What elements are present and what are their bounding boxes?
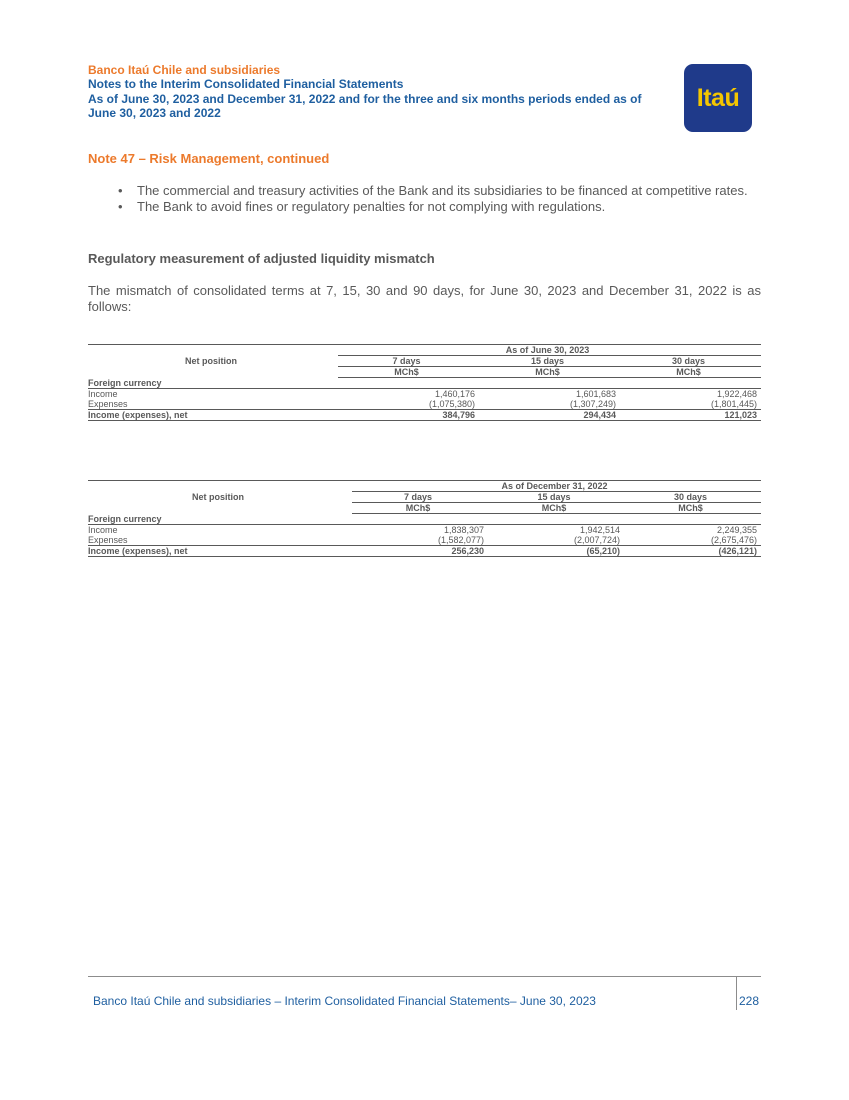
column-header: 7 days (352, 492, 488, 503)
bullet-item: • The commercial and treasury activities of the Bank and its subsidiaries to be financed at competitive rates. (118, 183, 761, 199)
header-company: Banco Itaú Chile and subsidiaries (88, 63, 281, 77)
row-header: Net position (88, 345, 338, 378)
itau-logo (684, 64, 752, 132)
mismatch-table-june-2023 (88, 344, 761, 421)
cell-value: 1,460,176 (434, 389, 475, 399)
row-label: Expenses (88, 399, 128, 409)
row-label: Expenses (88, 535, 128, 545)
period-header: As of December 31, 2022 (352, 481, 761, 492)
cell-value: (2,675,476) (710, 535, 757, 545)
total-value: 256,230 (352, 546, 488, 557)
bullet-item: • The Bank to avoid fines or regulatory penalties for not complying with regulations. (118, 199, 761, 215)
unit-header: MCh$ (620, 367, 761, 378)
total-value: (426,121) (624, 546, 761, 557)
total-row (88, 410, 761, 421)
header-title: Notes to the Interim Consolidated Financial Statements (88, 77, 404, 91)
cell-value: 1,601,683 (575, 389, 616, 399)
section-label: Foreign currency (88, 514, 352, 525)
unit-header: MCh$ (479, 367, 620, 378)
table-row (88, 399, 761, 410)
cell-value: (1,801,445) (710, 399, 758, 409)
cell-value: (1,307,249) (569, 399, 616, 409)
total-value: (65,210) (488, 546, 624, 557)
table-row (88, 535, 761, 546)
column-header: 30 days (620, 356, 761, 367)
footer-divider (88, 976, 761, 977)
unit-header: MCh$ (338, 367, 479, 378)
total-value: 294,434 (479, 410, 620, 421)
section-subheading: Regulatory measurement of adjusted liquidity mismatch (88, 251, 435, 266)
logo-text: Itaú (696, 83, 740, 112)
footer-text: Banco Itaú Chile and subsidiaries – Interim Consolidated Financial Statements– June 30, 2023 (93, 994, 596, 1008)
total-value: 384,796 (338, 410, 479, 421)
row-label: Income (88, 525, 118, 535)
unit-header: MCh$ (352, 503, 488, 514)
row-label: Income (88, 389, 118, 399)
unit-header: MCh$ (624, 503, 761, 514)
cell-value: 1,838,307 (443, 525, 484, 535)
total-row (88, 546, 761, 557)
table-row (88, 389, 761, 400)
footer-separator (736, 977, 737, 1010)
intro-paragraph: The mismatch of consolidated terms at 7, 15, 30 and 90 days, for June 30, 2023 and December 31, 2022 is as follows: (88, 283, 761, 314)
header-period-line1: As of June 30, 2023 and December 31, 2022 and for the three and six months periods ended as of (88, 91, 642, 106)
column-header: 7 days (338, 356, 479, 367)
table-row (88, 525, 761, 536)
section-label: Foreign currency (88, 378, 338, 389)
column-header: 30 days (624, 492, 761, 503)
unit-header: MCh$ (488, 503, 624, 514)
cell-value: (1,582,077) (437, 535, 484, 545)
bullet-list (118, 183, 761, 215)
cell-value: (2,007,724) (573, 535, 620, 545)
page-number: 228 (739, 994, 760, 1008)
header-period-line2: June 30, 2023 and 2022 (88, 106, 221, 120)
cell-value: 1,922,468 (716, 389, 758, 399)
row-header: Net position (88, 481, 352, 514)
cell-value: 1,942,514 (579, 525, 620, 535)
period-header: As of June 30, 2023 (338, 345, 761, 356)
total-value: 121,023 (620, 410, 761, 421)
total-label: Income (expenses), net (88, 410, 338, 421)
column-header: 15 days (488, 492, 624, 503)
cell-value: (1,075,380) (428, 399, 475, 409)
note-title: Note 47 – Risk Management, continued (88, 151, 330, 166)
document-header (88, 63, 678, 121)
mismatch-table-december-2022 (88, 480, 761, 557)
column-header: 15 days (479, 356, 620, 367)
cell-value: 2,249,355 (716, 525, 757, 535)
total-label: Income (expenses), net (88, 546, 352, 557)
